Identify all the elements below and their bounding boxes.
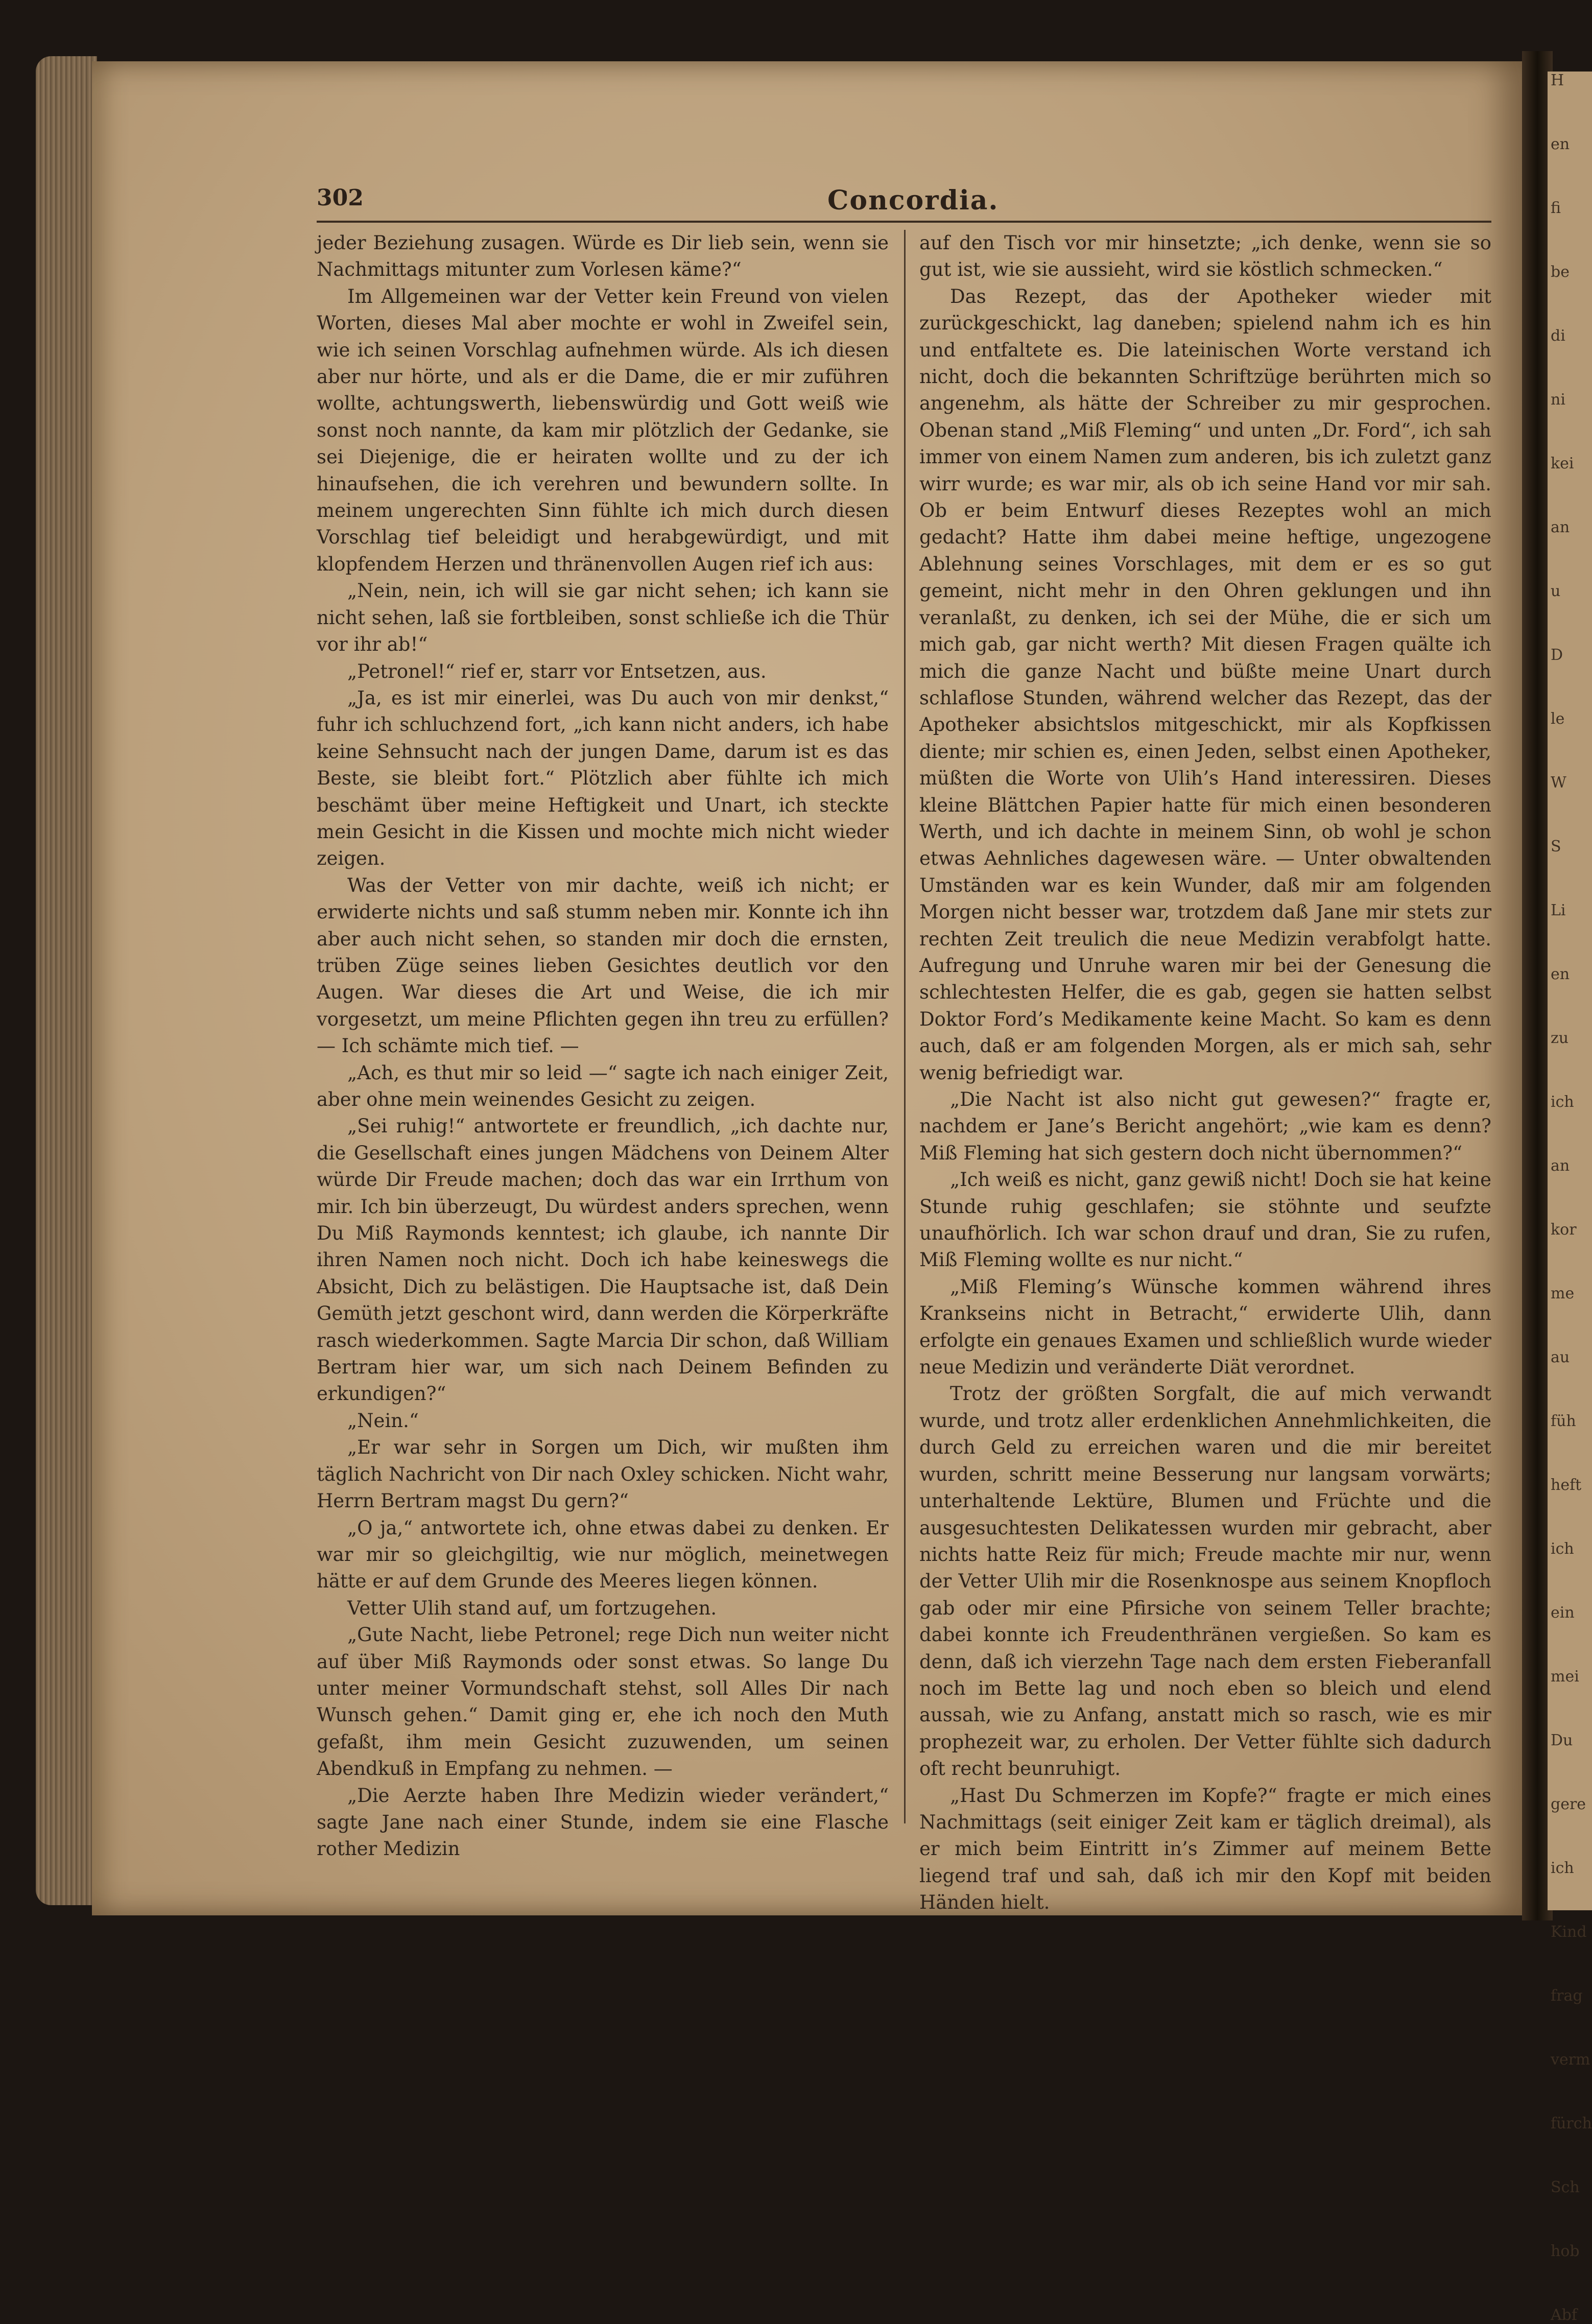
facing-page-word: en <box>1551 965 1570 983</box>
page-number: 302 <box>317 185 364 211</box>
facing-page-word: S <box>1551 838 1561 856</box>
paragraph: „Ja, es ist mir einerlei, was Du auch von mir denkst,“ fuhr ich schluchzend fort, „ich kann nicht anders, ich habe keine Sehnsucht nach der jungen Dame, darum ist es das Beste, sie bleibt fort.“ Plötzlich aber fühlte ich mich beschämt über meine Heftigkeit und Unart, ich steckte mein Gesicht in die Kissen und mochte mich nicht wieder zeigen. <box>317 686 889 870</box>
facing-page-word: an <box>1551 518 1570 536</box>
facing-page-word: ein <box>1551 1604 1575 1622</box>
facing-page-word: verm <box>1551 2051 1590 2069</box>
facing-page-word: kei <box>1551 455 1574 472</box>
paragraph: „Nein.“ <box>347 1409 419 1432</box>
paragraph: Im Allgemeinen war der Vetter kein Freund von vielen Worten, dieses Mal aber mochte er wohl in Zweifel sein, wie ich seinen Vorschlag aufnehmen würde. Als ich diesen aber nur hörte, und als er die Dame, die er mir zuführen wollte, achtungswerth, liebenswürdig und Gott weiß wie sonst noch nannte, da kam mir plötzlich der Gedanke, sie sei Diejenige, die er heiraten wollte und zu der ich hinaufsehen, die ich verehren und bewundern sollte. In meinem ungerechten Sinn fühlte ich mich durch diesen Vorschlag tief beleidigt und herabgewürdigt, und mit klopfendem Herzen und thränenvollen Augen rief ich aus: <box>317 285 889 575</box>
facing-page-word: an <box>1551 1157 1570 1175</box>
facing-page-word: ni <box>1551 391 1565 409</box>
paragraph: „Ach, es thut mir so leid —“ sagte ich nach einiger Zeit, aber ohne mein weinendes Gesicht zu zeigen. <box>317 1061 889 1110</box>
running-title: Concordia. <box>827 185 999 216</box>
paragraph: „O ja,“ antwortete ich, ohne etwas dabei zu denken. Er war mir so gleichgiltig, wie nur möglich, meinetwegen hätte er auf dem Grunde des Meeres liegen können. <box>317 1516 889 1593</box>
facing-page-word: u <box>1551 582 1561 600</box>
paragraph: „Nein, nein, ich will sie gar nicht sehen; ich kann sie nicht sehen, laß sie fortbleiben, sonst schließe ich die Thür vor ihr ab!“ <box>317 580 889 656</box>
facing-page-word: H <box>1551 72 1564 89</box>
facing-page-word: le <box>1551 710 1565 728</box>
paragraph: „Miß Fleming’s Wünsche kommen während ihres Krankseins nicht in Betracht,“ erwiderte Ulih, dann erfolgte ein genaues Examen und schließlich wurde wieder neue Medizin und veränderte Diät verordnet. <box>919 1275 1491 1379</box>
facing-page-word: be <box>1551 263 1570 281</box>
facing-page-word: ich <box>1551 1540 1574 1558</box>
facing-page-word: W <box>1551 774 1566 792</box>
facing-page-word: en <box>1551 135 1570 153</box>
facing-page-word: fi <box>1551 199 1561 217</box>
paragraph: „Er war sehr in Sorgen um Dich, wir mußten ihm täglich Nachricht von Dir nach Oxley schicken. Nicht wahr, Herrn Bertram magst Du gern?“ <box>317 1436 889 1512</box>
facing-page-word: Abf <box>1551 2306 1577 2324</box>
facing-page-word: heft <box>1551 1476 1582 1494</box>
facing-page-word: gere <box>1551 1795 1586 1813</box>
paragraph: Das Rezept, das der Apotheker wieder mit zurückgeschickt, lag daneben; spielend nahm ich es hin und entfaltete es. Die lateinischen Worte verstand ich nicht, doch die bekannten Schriftzüge berührten mich so angenehm, als hätte der Schreiber zu mir gesprochen. Obenan stand „Miß Fleming“ und unten „Dr. Ford“, ich sah immer von einem Namen zum anderen, bis ich zuletzt ganz wirr wurde; es war mir, als ob ich seine Hand vor mir sah. Ob er beim Entwurf dieses Rezeptes wohl an mich gedacht? Hatte ihm dabei meine heftige, ungezogene Ablehnung seines Vorschlages, mit dem er es so gut gemeint, nicht mehr in den Ohren geklungen und ihn veranlaßt, zu denken, ich sei der Mühe, die er sich um mich gab, gar nicht werth? Mit diesen Fragen quälte ich mich die ganze Nacht und büßte meine Unart durch schlaflose Stunden, während welcher das Rezept, das der Apotheker absichtslos mitgeschickt, mir als Kopfkissen diente; mir schien es, einen Jeden, selbst einen Apotheker, müßten die Worte von Ulih’s Hand interessiren. Dieses kleine Blättchen Papier hatte für mich einen besonderen Werth, und ich dachte in meinem Sinn, ob wohl je schon etwas Aehnliches dagewesen wäre. — Unter obwaltenden Umständen war es kein Wunder, daß mir am folgenden Morgen nicht besser war, trotzdem daß Jane mir stets zur rechten Zeit treulich die neue Medizin verabfolgt hatte. Aufregung und Unruhe waren mir bei der Genesung die schlechtesten Helfer, die es gab, gegen sie hatten selbst Doktor Ford’s Medikamente keine Macht. So kam es denn auch, daß er am folgenden Morgen, als er mich sah, sehr wenig befriedigt war. <box>919 285 1491 1084</box>
paragraph: „Hast Du Schmerzen im Kopfe?“ fragte er mich eines Nachmittags (seit einiger Zeit kam er täglich dreimal), als er mich beim Eintritt in’s Zimmer auf meinem Bette liegend traf und sah, daß ich mir den Kopf mit beiden Händen hielt. <box>919 1784 1491 1914</box>
facing-page-word: ich <box>1551 1859 1574 1877</box>
paragraph: auf den Tisch vor mir hinsetzte; „ich denke, wenn sie so gut ist, wie sie aussieht, wird sie köstlich schmecken.“ <box>919 232 1491 281</box>
right-text-column <box>919 230 1491 1914</box>
facing-page-word: D <box>1551 646 1563 664</box>
paragraph: „Ich weiß es nicht, ganz gewiß nicht! Doch sie hat keine Stunde ruhig geschlafen; sie stöhnte und seufzte unaufhörlich. Ich war schon drauf und dran, Sie zu rufen, Miß Fleming wollte es nur nicht.“ <box>919 1169 1491 1271</box>
facing-page-word: mei <box>1551 1668 1579 1686</box>
facing-page-word: füh <box>1551 1412 1576 1430</box>
paragraph: Trotz der größten Sorgfalt, die auf mich verwandt wurde, und trotz aller erdenklichen Annehmlichkeiten, die durch Geld zu erreichen waren und die mir bereitet wurden, schritt meine Besserung nur langsam vorwärts; unterhaltende Lektüre, Blumen und Früchte und die ausgesuchtesten Delikatessen wurden mir gebracht, aber nichts hatte Reiz für mich; Freude machte mir nur, wenn der Vetter Ulih mir die Rosenknospe aus seinem Knopfloch gab oder mir eine Pfirsiche von seinem Teller brachte; dabei konnte ich Freudenthränen vergießen. So kam es denn, daß ich vierzehn Tage nach dem ersten Fieberanfall noch im Bette lag und noch eben so bleich und elend aussah, wie zu Anfang, anstatt mich so rasch, wie es mir prophezeit war, zu erholen. Der Vetter fühlte sich dadurch oft recht beunruhigt. <box>919 1383 1491 1780</box>
facing-page-word: hob <box>1551 2242 1580 2260</box>
facing-page-word: frag <box>1551 1987 1583 2005</box>
page-header <box>317 185 1491 223</box>
facing-page-word: kor <box>1551 1221 1577 1239</box>
facing-page-word: au <box>1551 1348 1570 1366</box>
facing-page-word: Du <box>1551 1732 1573 1749</box>
left-text-column <box>317 230 889 1860</box>
paragraph: „Die Aerzte haben Ihre Medizin wieder verändert,“ sagte Jane nach einer Stunde, indem sie eine Flasche rother Medizin <box>317 1784 889 1860</box>
facing-page-word: fürch <box>1551 2115 1592 2132</box>
facing-page-word: Sch <box>1551 2178 1580 2196</box>
paragraph: „Sei ruhig!“ antwortete er freundlich, „ich dachte nur, die Gesellschaft eines jungen Mädchens von Deinem Alter würde Dir Freude machen; doch das war ein Irrthum von mir. Ich bin überzeugt, Du würdest anders sprechen, wenn Du Miß Raymonds kenntest; ich glaube, ich nannte Dir ihren Namen noch nicht. Doch ich habe keineswegs die Absicht, Dich zu belästigen. Die Hauptsache ist, daß Dein Gemüth jetzt geschont wird, dann werden die Körperkräfte rasch wiederkommen. Sagte Marcia Dir schon, daß William Bertram hier war, um sich nach Deinem Befinden zu erkundigen?“ <box>317 1115 889 1405</box>
facing-page-word: di <box>1551 327 1565 345</box>
facing-page-word: me <box>1551 1285 1575 1302</box>
paragraph: „Gute Nacht, liebe Petronel; rege Dich nun weiter nicht auf über Miß Raymonds oder sonst etwas. So lange Du unter meiner Vormundschaft stehst, soll Alles Dir nach Wunsch gehen.“ Damit ging er, ehe ich noch den Muth gefaßt, ihm mein Gesicht zuzuwenden, um seinen Abendkuß in Empfang zu nehmen. — <box>317 1624 889 1780</box>
facing-page-word: ich <box>1551 1093 1574 1111</box>
paragraph: jeder Beziehung zusagen. Würde es Dir lieb sein, wenn sie Nachmittags mitunter zum Vorlesen käme?“ <box>317 232 889 281</box>
facing-page-word: Li <box>1551 902 1566 919</box>
facing-page-word: Kind <box>1551 1923 1587 1941</box>
paragraph: Vetter Ulih stand auf, um fortzugehen. <box>347 1597 717 1619</box>
column-divider <box>904 230 906 1823</box>
facing-page-fragment <box>1548 72 1592 2324</box>
paragraph: „Petronel!“ rief er, starr vor Entsetzen, aus. <box>347 660 767 682</box>
paragraph: „Die Nacht ist also nicht gut gewesen?“ fragte er, nachdem er Jane’s Bericht angehört; „wie kam es denn? Miß Fleming hat sich gestern doch nicht übernommen?“ <box>919 1088 1491 1164</box>
facing-page-word: zu <box>1551 1029 1569 1047</box>
book-page-edges <box>36 56 97 1905</box>
paragraph: Was der Vetter von mir dachte, weiß ich nicht; er erwiderte nichts und saß stumm neben mir. Konnte ich ihn aber auch nicht sehen, so standen mir doch die ernsten, trüben Züge seines lieben Gesichtes deutlich vor den Augen. War dieses die Art und Weise, die ich mir vorgesetzt, um meine Pflichten gegen ihn treu zu erfüllen? — Ich schämte mich tief. — <box>317 874 889 1057</box>
